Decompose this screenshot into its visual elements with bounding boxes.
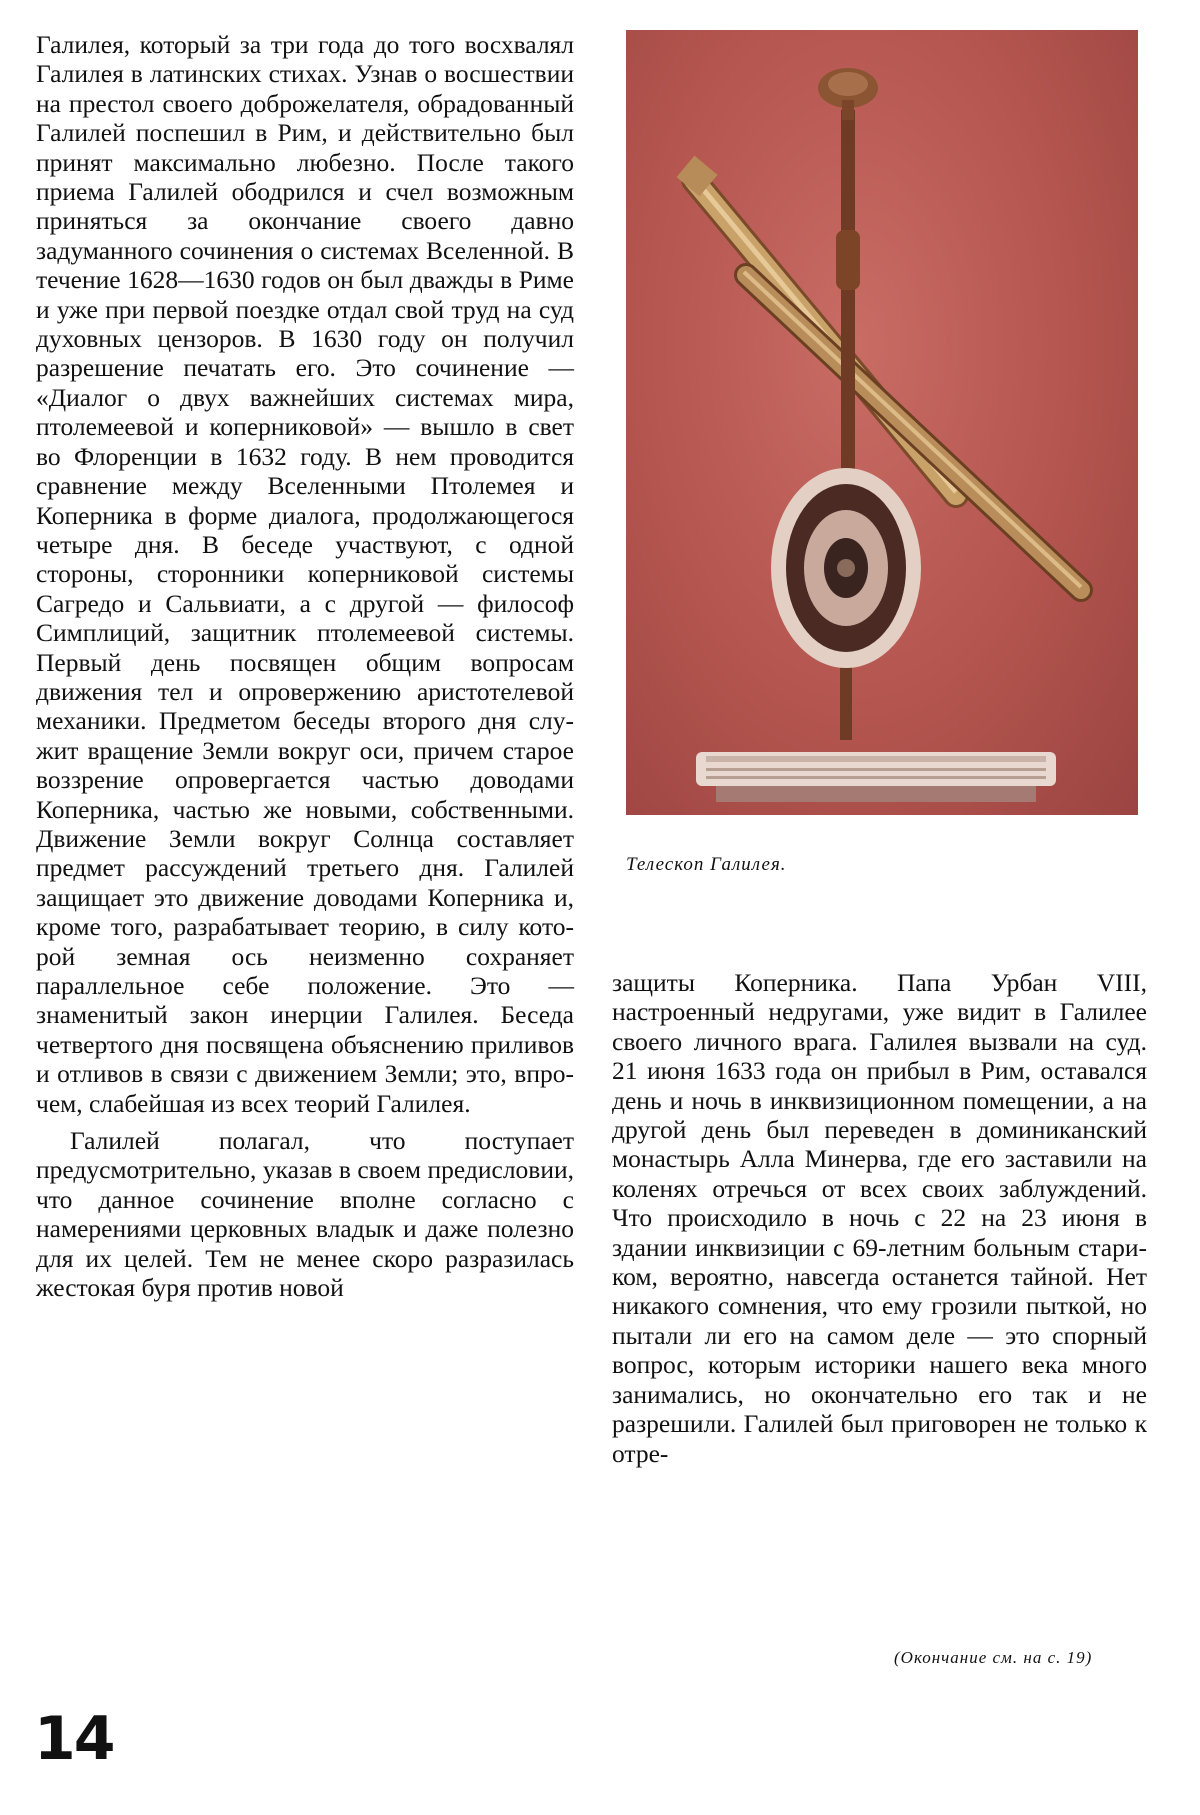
- continuation-note: (Окончание см. на с. 19): [894, 1648, 1093, 1667]
- telescope-photo: [626, 30, 1138, 815]
- left-text-column: [36, 30, 574, 1302]
- figure-caption: Телескоп Галилея.: [626, 854, 787, 875]
- right-paragraph-1: защиты Коперника. Папа Урбан VIII, настроенный недругами, уже видит в Галилее своего личного врага. Галилея вызвали на суд. 21 июня 1633 года он прибыл в Рим, оставался день и ночь в инквизиционном помещении, а на другой день был переведен в доминиканский монастырь Алла Минерва, где его заставили на коленях отречься от всех своих заблуждений. Что происходило в ночь с 22 на 23 июня в здании инквизиции с 69-летним больным стариком, вероятно, навсегда останется тайной. Нет никакого сомнения, что ему грозили пыткой, но пытали ли его на самом деле — это спорный вопрос, которым историки нашего века много занимались, но окончательно его так и не разрешили. Галилей был приговорен не только к отре-: [612, 968, 1147, 1468]
- finial-ornament: [818, 68, 878, 120]
- left-paragraph-1: Галилея, который за три года до того восхвалял Галилея в латинских стихах. Узнав о восшествии на престол своего доброжелателя, обрадованный Галилей поспешил в Рим, и действительно был принят максимально любезно. После такого приема Галилей ободрился и счел возможным приняться за окончание своего давно задуманного сочинения о системах Вселенной. В течение 1628—1630 годов он был дважды в Риме и уже при первой поездке отдал свой труд на суд духовных цензоров. В 1630 году он получил разрешение печатать его. Это сочинение — «Диалог о двух важнейших системах мира, птолемеевой и коперниковой» — вышло в свет во Флоренции в 1632 году. В нем проводится сравнение между Вселенными Птолемея и Коперника в форме диалога, продолжающегося четыре дня. В беседе участвуют, с одной стороны, сторонники коперниковой системы Сагредо и Сальвиати, а с другой — философ Симплиций, защитник птолемеевой системы. Первый день посвящен общим вопросам движения тел и опровержению аристотелевой механики. Предметом беседы второго дня служит вращение Земли вокруг оси, причем старое воззрение опровергается частью доводами Коперника, частью же новыми, собственными. Движение Земли вокруг Солнца составляет предмет рассуждений третьего дня. Галилей защищает это движение доводами Коперника и, кроме того, разрабатывает теорию, в силу которой земная ось неизменно сохраняет параллельное себе положение. Это — знаменитый закон инерции Галилея. Беседа четвертого дня посвящена объяснению приливов и отливов в связи с движением Земли; это, впрочем, слабейшая из всех теорий Галилея.: [36, 30, 574, 1118]
- marble-base: [696, 752, 1056, 802]
- telescope-illustration: [626, 30, 1138, 815]
- left-paragraph-2: Галилей полагал, что поступает предусмотрительно, указав в своем предисловии, что данное сочинение вполне согласно с намерениями церковных владык и даже полезно для их целей. Тем не менее скоро разразилась жестокая буря против новой: [36, 1126, 574, 1303]
- page-number: 14: [34, 1704, 114, 1774]
- right-text-column: [612, 968, 1147, 1468]
- oval-medallion: [771, 468, 921, 668]
